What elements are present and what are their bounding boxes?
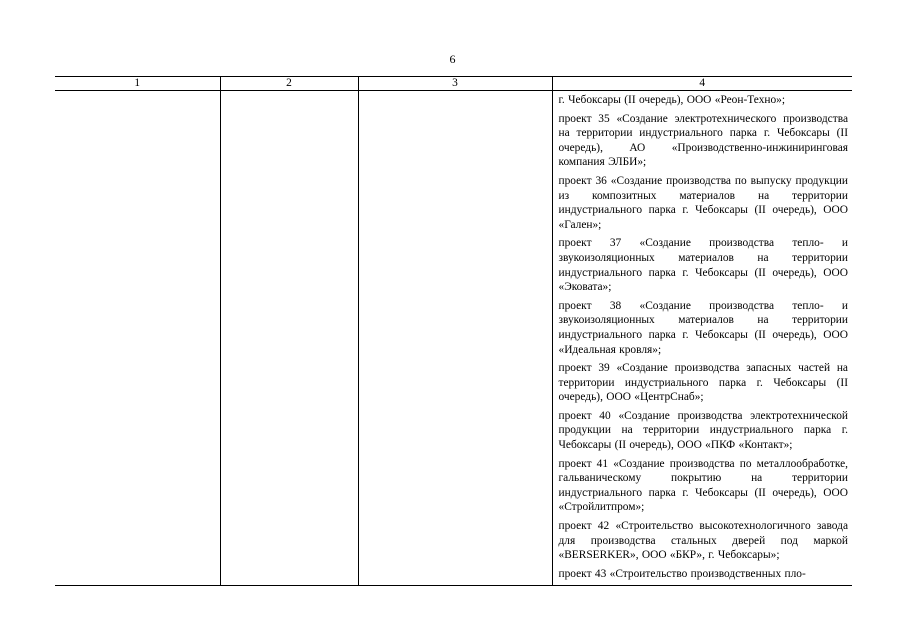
page-number: 6 <box>449 52 456 66</box>
list-item: проект 36 «Создание производства по выпуску продукции из композитных материалов на территории индустриального парка г. Чебоксары (II очередь), ООО «Гален»; <box>558 174 848 231</box>
column-header-2: 2 <box>220 77 358 91</box>
table-row <box>55 91 852 586</box>
list-item: проект 37 «Создание производства тепло- и звукоизоляционных материалов на территории индустриального парка г. Чебоксары (II очередь), ООО «Эковата»; <box>558 237 848 294</box>
list-item: проект 35 «Создание электротехнического производства на территории индустриального парка г. Чебоксары (II очередь), АО «Производственно-инжиниринговая компания ЭЛБИ»; <box>558 112 848 169</box>
column-4-cell <box>552 91 852 586</box>
column-header-3: 3 <box>358 77 552 91</box>
column-3-cell <box>358 91 552 586</box>
list-item: проект 40 «Создание производства электротехнической продукции на территории индустриального парка г. Чебоксары (II очередь), ООО «ПКФ «Контакт»; <box>558 409 848 452</box>
document-table <box>55 76 852 586</box>
project-list <box>553 91 853 581</box>
list-item: проект 39 «Создание производства запасных частей на территории индустриального парка г. Чебоксары (II очередь), ООО «ЦентрСнаб»; <box>558 362 848 404</box>
list-item: проект 43 «Строительство производственных пло- <box>558 567 806 580</box>
header-row <box>55 77 852 91</box>
list-item: г. Чебоксары (II очередь), ООО «Реон-Техно»; <box>558 94 786 106</box>
list-item: проект 38 «Создание производства тепло- и звукоизоляционных материалов на территории индустриального парка г. Чебоксары (II очередь), ООО «Идеальная кровля»; <box>558 299 848 356</box>
column-header-4: 4 <box>552 77 852 91</box>
column-2-cell <box>220 91 358 586</box>
column-1-cell <box>55 91 220 586</box>
list-item: проект 41 «Создание производства по металлообработке, гальваническому покрытию на территории индустриального парка г. Чебоксары (II очередь), ООО «Стройлитпром»; <box>558 457 848 514</box>
column-header-1: 1 <box>55 77 220 91</box>
list-item: проект 42 «Строительство высокотехнологичного завода для производства стальных дверей под маркой «BERSERKER», ООО «БКР», г. Чебоксары»; <box>558 520 848 562</box>
